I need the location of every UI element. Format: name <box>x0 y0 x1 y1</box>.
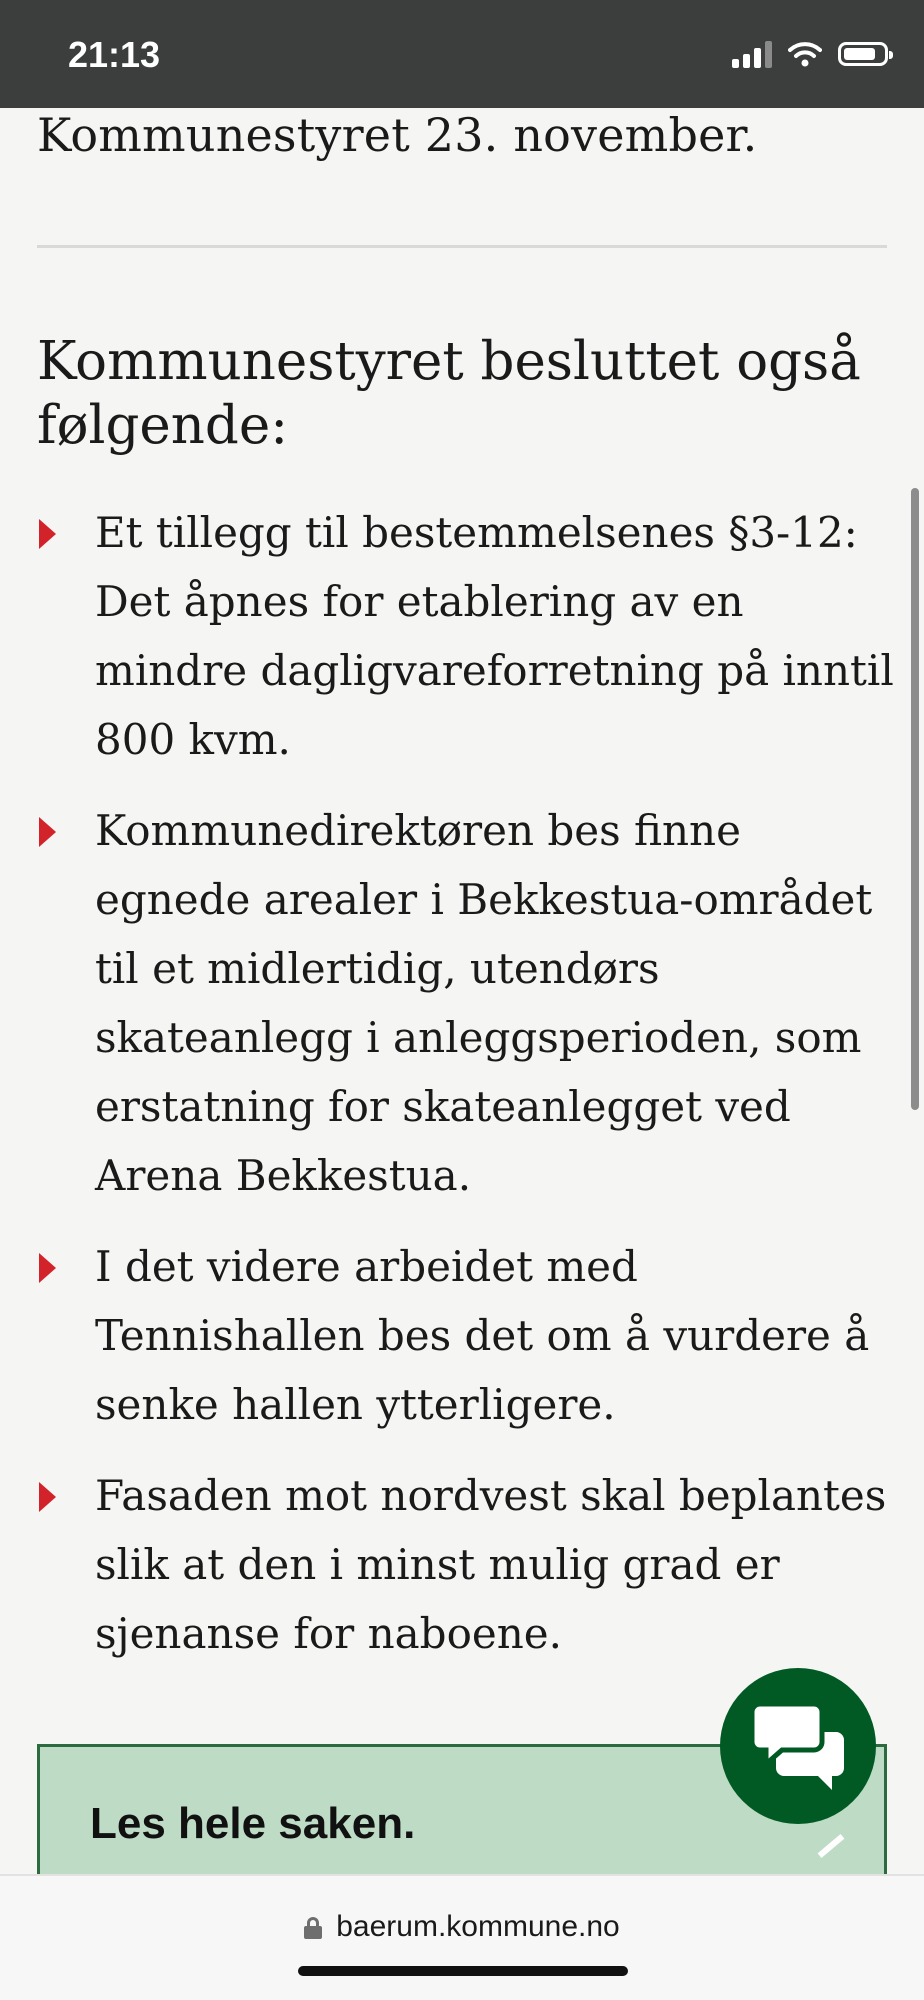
page-scrollbar[interactable] <box>911 488 919 1110</box>
arrow-icon <box>818 1834 845 1858</box>
list-item-text: Fasaden mot nordvest skal beplantes slik at den i minst mulig grad er sjenanse for naboene. <box>95 1471 887 1658</box>
lock-icon <box>304 1917 322 1939</box>
status-bar <box>0 0 924 108</box>
divider <box>37 245 887 248</box>
chat-bubbles-icon <box>750 1702 846 1792</box>
bullet-triangle-icon <box>39 1482 56 1512</box>
list-item-text: Et tillegg til bestemmelsenes §3-12: Det åpnes for etablering av en mindre dagligvareforretning på inntil 800 kvm. <box>95 508 894 764</box>
article-content <box>37 108 894 1658</box>
status-time: 21:13 <box>68 34 161 75</box>
bullet-triangle-icon <box>39 817 56 847</box>
list-item <box>37 498 907 774</box>
decision-list <box>37 498 907 1690</box>
list-item-text: I det videre arbeidet med Tennishallen bes det om å vurdere å senke hallen ytterligere. <box>95 1242 870 1429</box>
signal-icon <box>732 40 772 68</box>
bullet-triangle-icon <box>39 1253 56 1283</box>
section-heading: Kommunestyret besluttet også følgende: <box>37 331 861 456</box>
url-row[interactable] <box>0 1910 924 1944</box>
battery-icon <box>838 42 888 66</box>
list-item <box>37 796 907 1210</box>
url-text: baerum.kommune.no <box>336 1910 620 1943</box>
browser-address-bar[interactable] <box>0 1874 924 2000</box>
wifi-icon <box>788 41 822 67</box>
list-item-text: Kommunedirektøren bes finne egnede arealer i Bekkestua-området til et midlertidig, utendørs skateanlegg i anleggsperioden, som erstatning for skateanlegget ved Arena Bekkestua. <box>95 806 873 1200</box>
home-indicator[interactable] <box>298 1966 628 1976</box>
chat-button[interactable] <box>720 1668 876 1824</box>
list-item <box>37 1461 907 1668</box>
list-item <box>37 1232 907 1439</box>
status-icons <box>732 40 888 68</box>
bullet-triangle-icon <box>39 519 56 549</box>
read-more-label: Les hele saken. <box>90 1799 416 1848</box>
article-text-line: Kommunestyret 23. november. <box>37 108 758 162</box>
